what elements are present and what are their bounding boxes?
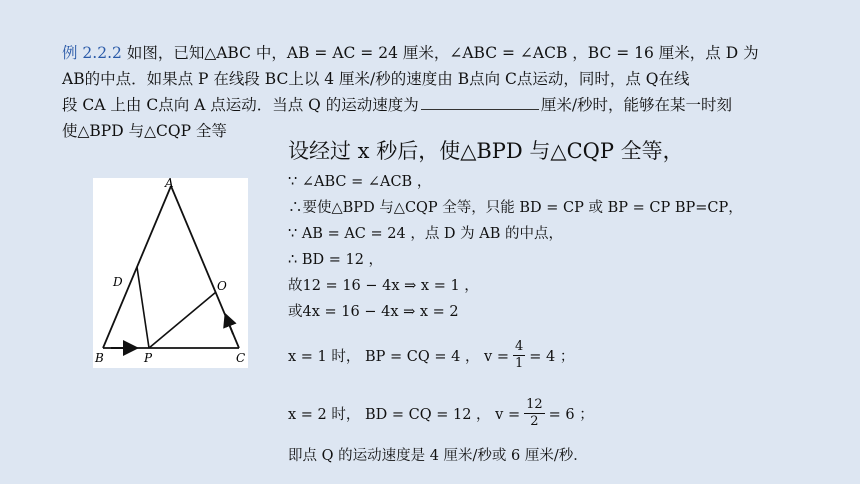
label-q: O xyxy=(217,279,227,293)
solution-line: ∴要使△BPD 与△CQP 全等，只能 BD = CP 或 BP = CP BP=CP， xyxy=(288,200,743,216)
solution-conclusion: 即点 Q 的运动速度是 4 厘米/秒或 6 厘米/秒． xyxy=(288,448,588,464)
solution-line: ∵ ∠ABC = ∠ACB ， xyxy=(288,174,432,190)
case-1-line xyxy=(288,331,848,379)
problem-text-3b: 厘米/秒时，能够在某一时刻 xyxy=(540,96,733,114)
problem-line-1 xyxy=(62,40,842,66)
problem-line-2: AB的中点．如果点 P 在线段 BC上以 4 厘米/秒的速度由 B点向 C点运动，同时，点 Q在线 xyxy=(62,70,690,88)
problem-text-3a: 段 CA 上由 C点向 A 点运动．当点 Q 的运动速度为 xyxy=(62,96,419,114)
case-2-fraction xyxy=(524,397,545,430)
problem-text-1: 如图，已知△ABC 中，AB = AC = 24 厘米，∠ABC = ∠ACB ，BC = 16 厘米，点 D 为 xyxy=(126,44,759,62)
solution-line: 或4x = 16 − 4x ⇒ x = 2 xyxy=(288,304,459,320)
triangle-figure xyxy=(93,178,248,368)
label-a: A xyxy=(165,178,174,190)
case-2-numerator: 12 xyxy=(526,396,543,412)
solution-line: ∵ AB = AC = 24 ，点 D 为 AB 的中点， xyxy=(288,226,564,242)
problem-statement xyxy=(62,40,842,144)
solution-line: ∴ BD = 12 ， xyxy=(288,252,384,268)
problem-line-3 xyxy=(62,92,842,118)
segment-dp xyxy=(137,267,149,348)
solution-block xyxy=(288,135,848,469)
case-2-line xyxy=(288,389,848,437)
case-1-suffix: = 4 ； xyxy=(529,348,575,365)
solution-line: 故12 = 16 − 4x ⇒ x = 1 ， xyxy=(288,278,479,294)
label-b: B xyxy=(95,351,104,365)
case-1-prefix: x = 1 时， BP = CQ = 4 ， v = xyxy=(288,348,510,365)
case-1-denominator: 1 xyxy=(515,355,524,371)
label-p: P xyxy=(144,351,153,365)
label-d: D xyxy=(113,275,123,289)
case-2-prefix: x = 2 时， BD = CQ = 12 ， v = xyxy=(288,406,521,423)
triangle-diagram xyxy=(93,178,248,368)
case-1-fraction xyxy=(513,339,525,372)
segment-pq xyxy=(149,292,216,348)
label-c: C xyxy=(236,351,246,365)
answer-blank xyxy=(421,95,539,110)
case-2-denominator: 2 xyxy=(530,413,539,429)
solution-headline: 设经过 x 秒后，使△BPD 与△CQP 全等， xyxy=(288,139,684,163)
case-1-numerator: 4 xyxy=(515,338,524,354)
example-label: 例 2.2.2 xyxy=(62,44,122,62)
arrow-q-motion xyxy=(226,316,233,334)
problem-line-4: 使△BPD 与△CQP 全等 xyxy=(62,122,227,140)
case-2-suffix: = 6 ； xyxy=(548,406,594,423)
